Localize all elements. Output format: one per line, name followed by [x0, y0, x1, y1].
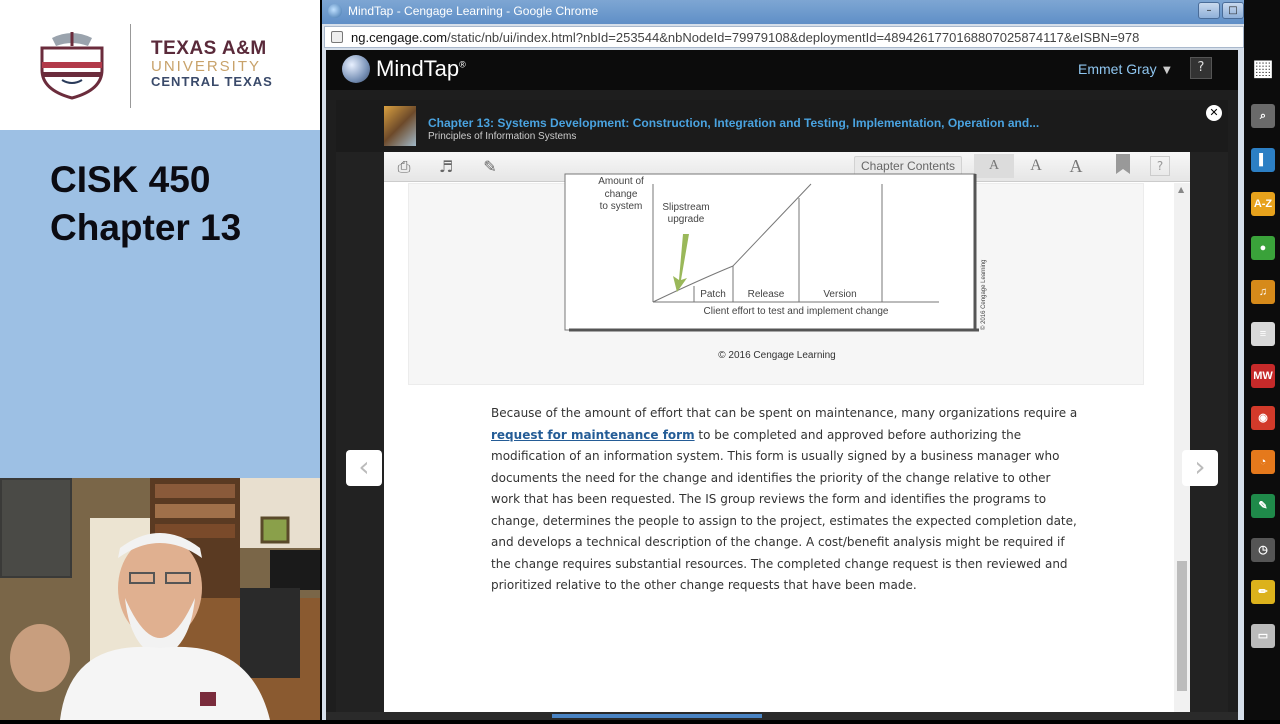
x-axis-label: Client effort to test and implement change [703, 306, 889, 317]
mindtap-stage [326, 90, 1238, 720]
label-patch: Patch [700, 289, 726, 300]
rss-icon[interactable]: ◔ [1251, 450, 1275, 474]
webcam-image [0, 478, 320, 720]
logo-divider [130, 24, 131, 108]
scroll-up-arrow-icon[interactable]: ▲ [1178, 185, 1185, 194]
lecture-panel [0, 0, 320, 720]
body-text-after: to be completed and approved before authorizing the modification of an information system. This form is usually signed by a business manager who documents the need for the change and identifies the priority of the change relative to other work that has been requested. The IS group reviews the form and identifies the programs to change, determines the people to assign to the project, estimates the expected completion date, and develops a technical description of the change. A cost/benefit analysis might be required if the change requires substantial resources. The completed change request is then reviewed and prioritized relative to the other change requests that have been made. [491, 427, 1077, 592]
url-path: /static/nb/ui/index.html?nbId=253544&nbNodeId=79979108&deploymentId=4894261770168807025874117&eISBN=978 [447, 30, 1140, 45]
address-bar[interactable] [324, 26, 1244, 48]
label-version: Version [823, 289, 857, 300]
course-title-panel [0, 130, 320, 478]
cengage-icon[interactable]: ◉ [1251, 406, 1275, 430]
next-page-button[interactable]: › [1182, 450, 1218, 486]
book-title: Principles of Information Systems [428, 131, 577, 142]
reader-help-button[interactable]: ? [1150, 156, 1170, 176]
pencil-icon[interactable]: ✏ [1251, 580, 1275, 604]
font-size-large-button[interactable]: A [1069, 156, 1083, 176]
page-icon [331, 31, 343, 43]
logo-text-line2: UNIVERSITY [151, 58, 262, 75]
read-aloud-icon[interactable]: ♬ [438, 157, 454, 176]
previous-page-button[interactable]: ‹ [346, 450, 382, 486]
highlight-pen-icon[interactable]: ✎ [483, 157, 497, 176]
user-menu[interactable]: Emmet Gray [1078, 61, 1157, 77]
close-reader-button[interactable]: ✕ [1206, 105, 1222, 121]
notes-icon[interactable]: ≡ [1251, 322, 1275, 346]
glossary-link[interactable]: request for maintenance form [491, 427, 695, 442]
app-dock [1244, 0, 1280, 720]
maximize-button[interactable]: □ [1222, 2, 1244, 19]
merriam-webster-icon[interactable]: MW [1251, 364, 1275, 388]
mindtap-logo[interactable] [376, 56, 466, 82]
help-button[interactable]: ? [1190, 57, 1212, 79]
browser-window [322, 0, 1244, 720]
reader-page [384, 152, 1190, 720]
course-chapter: Chapter 13 [50, 207, 242, 248]
bookmark-icon[interactable] [1116, 154, 1130, 174]
slipstream-label-1: Slipstream [662, 202, 710, 213]
book-icon[interactable]: ▌ [1251, 148, 1275, 172]
font-size-medium-button[interactable]: A [1030, 157, 1042, 174]
logo-text-line1: TEXAS A&M [151, 38, 267, 59]
logo-text-line3: CENTRAL TEXAS [151, 74, 273, 89]
course-code: CISK 450 [50, 159, 211, 200]
reading-progress-fill [552, 714, 762, 718]
mindtap-header [326, 50, 1238, 90]
url-text[interactable] [351, 30, 1139, 45]
font-size-small-button[interactable]: A [974, 154, 1014, 178]
circle-app-icon[interactable]: ● [1251, 236, 1275, 260]
course-title [50, 156, 241, 252]
book-cover-thumbnail [384, 106, 416, 146]
mindtap-logo-text: MindTap [376, 56, 460, 81]
shield-logo-icon [32, 30, 112, 100]
figure-credit: © 2016 Cengage Learning [718, 350, 836, 361]
rss-audio-icon[interactable]: ♫ [1251, 280, 1275, 304]
scroll-thumb[interactable] [1177, 561, 1187, 691]
chapter-title: Chapter 13: Systems Development: Construction, Integration and Testing, Implementation, Operation and... [428, 116, 1040, 130]
body-paragraph [491, 403, 1081, 597]
reader-content [384, 176, 1174, 720]
ylabel-mid: change [604, 189, 638, 200]
window-titlebar [322, 0, 1244, 24]
chapter-header [336, 100, 1228, 152]
webcam-video [0, 478, 320, 720]
chapter-contents-button[interactable]: Chapter Contents [854, 156, 962, 176]
chrome-icon [328, 4, 342, 18]
mindtap-logo-mark: ® [459, 59, 466, 70]
ylabel-bottom: to system [599, 201, 643, 212]
ylabel-top: Amount of [598, 176, 644, 187]
slipstream-label-2: upgrade [667, 214, 705, 225]
mindtap-globe-icon [342, 55, 370, 83]
university-logo [0, 0, 320, 130]
print-icon[interactable]: ⎙ [397, 157, 411, 176]
a-z-icon[interactable]: A-Z [1251, 192, 1275, 216]
figure [408, 176, 1144, 385]
minimize-button[interactable]: – [1198, 2, 1220, 19]
body-text-before: Because of the amount of effort that can be spent on maintenance, many organizations require a [491, 406, 1078, 420]
side-credit: © 2016 Cengage Learning [981, 259, 987, 330]
window-title: MindTap - Cengage Learning - Google Chrome [348, 4, 599, 18]
folder-icon[interactable]: ▭ [1251, 624, 1275, 648]
edit-doc-icon[interactable]: ✎ [1251, 494, 1275, 518]
ebook-reader [336, 100, 1228, 720]
search-icon[interactable]: ⌕ [1251, 104, 1275, 128]
chevron-down-icon[interactable]: ▼ [1163, 65, 1171, 76]
label-release: Release [747, 289, 785, 300]
clock-icon[interactable]: ◷ [1251, 538, 1275, 562]
url-host: ng.cengage.com [351, 30, 448, 45]
reading-progress-bar [326, 712, 1238, 720]
apps-grid-icon[interactable]: ▦ [1252, 55, 1274, 80]
